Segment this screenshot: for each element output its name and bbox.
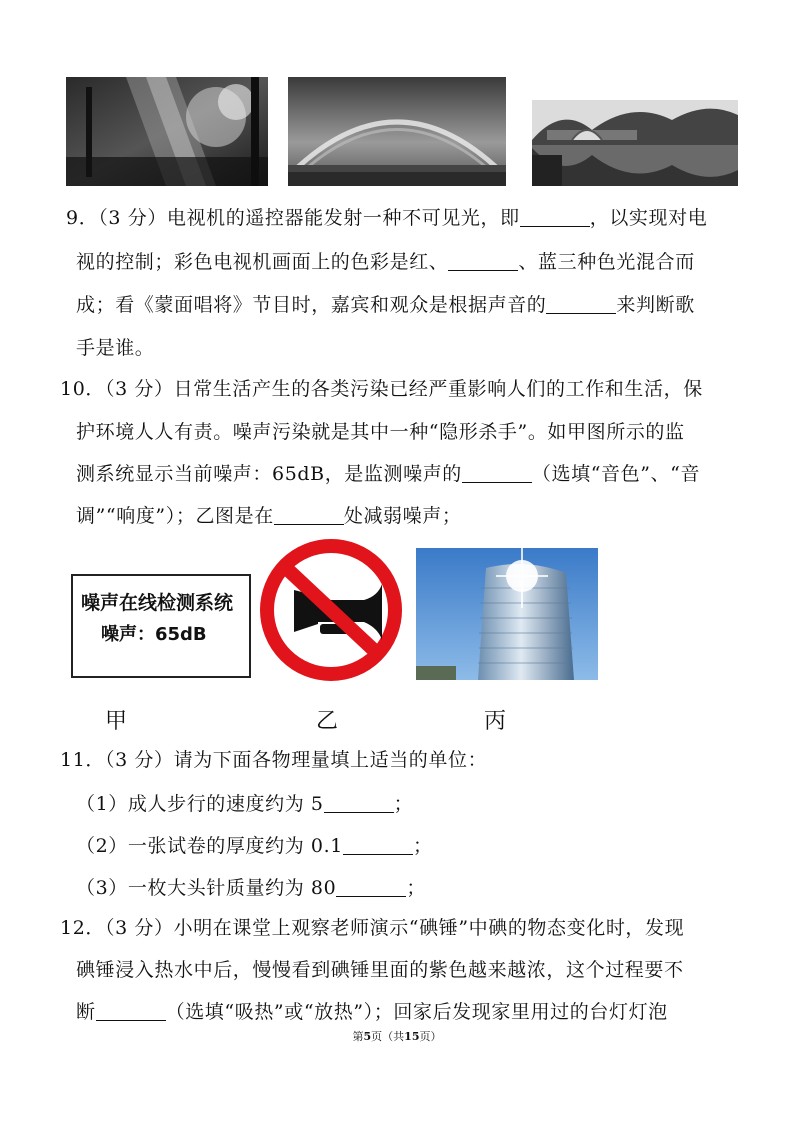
- answer-blank[interactable]: [520, 208, 590, 227]
- rainbow-sprinkler-photo: [288, 77, 506, 186]
- caption-yi: 乙: [316, 709, 339, 734]
- page-footer: 第5页（共15页）: [352, 1030, 442, 1043]
- answer-blank[interactable]: [462, 464, 532, 483]
- answer-blank[interactable]: [343, 836, 413, 855]
- answer-blank[interactable]: [448, 252, 518, 271]
- q11-item-3: （3）一枚大头针质量约为 80 ；: [76, 877, 426, 899]
- q10-line-2: 护环境人人有责。噪声污染就是其中一种“隐形杀手”。如甲图所示的监: [76, 421, 685, 443]
- monitor-title: 噪声在线检测系统: [81, 592, 234, 614]
- answer-blank[interactable]: [324, 794, 394, 813]
- current-page: 5: [363, 1030, 372, 1043]
- monitor-value: 噪声：65dB: [101, 624, 207, 645]
- caption-jia: 甲: [105, 709, 128, 734]
- q12-line-2: 碘锤浸入热水中后，慢慢看到碘锤里面的紫色越来越浓，这个过程要不: [76, 959, 684, 981]
- noise-monitor-display: [71, 574, 251, 678]
- total-pages: 15: [404, 1030, 420, 1043]
- q10-line-1: 10．（3 分）日常生活产生的各类污染已经严重影响人们的工作和生活，保: [60, 378, 703, 400]
- q9-line-1: 9．（3 分）电视机的遥控器能发射一种不可见光，即 ，以实现对电: [66, 207, 708, 229]
- bridge-reflection-photo: [532, 100, 738, 186]
- glass-building-photo: [416, 548, 598, 680]
- answer-blank[interactable]: [546, 295, 616, 314]
- q9-line-2: 视的控制；彩色电视机画面上的色彩是红、 、蓝三种色光混合而: [76, 251, 695, 273]
- q11-item-2: （2）一张试卷的厚度约为 0.1 ；: [76, 835, 433, 857]
- answer-blank[interactable]: [274, 506, 344, 525]
- q11-line-1: 11．（3 分）请为下面各物理量填上适当的单位：: [60, 749, 488, 771]
- q12-line-1: 12．（3 分）小明在课堂上观察老师演示“碘锤”中碘的物态变化时，发现: [60, 917, 685, 939]
- q11-item-1: （1）成人步行的速度约为 5 ；: [76, 793, 414, 815]
- q9-line-4: 手是谁。: [76, 337, 155, 359]
- q9-line-3: 成；看《蒙面唱将》节目时，嘉宾和观众是根据声音的 来判断歌: [76, 294, 695, 316]
- q10-line-4: 调”“响度”）；乙图是在 处减弱噪声；: [76, 505, 462, 527]
- q10-line-3: 测系统显示当前噪声：65dB，是监测噪声的 （选填“音色”、“音: [76, 463, 701, 485]
- answer-blank[interactable]: [336, 878, 406, 897]
- no-horn-sign-icon: [256, 536, 406, 684]
- forest-light-photo: [66, 77, 268, 186]
- caption-bing: 丙: [484, 709, 507, 734]
- q12-line-3: 断 （选填“吸热”或“放热”）；回家后发现家里用过的台灯灯泡: [76, 1001, 668, 1023]
- answer-blank[interactable]: [96, 1002, 166, 1021]
